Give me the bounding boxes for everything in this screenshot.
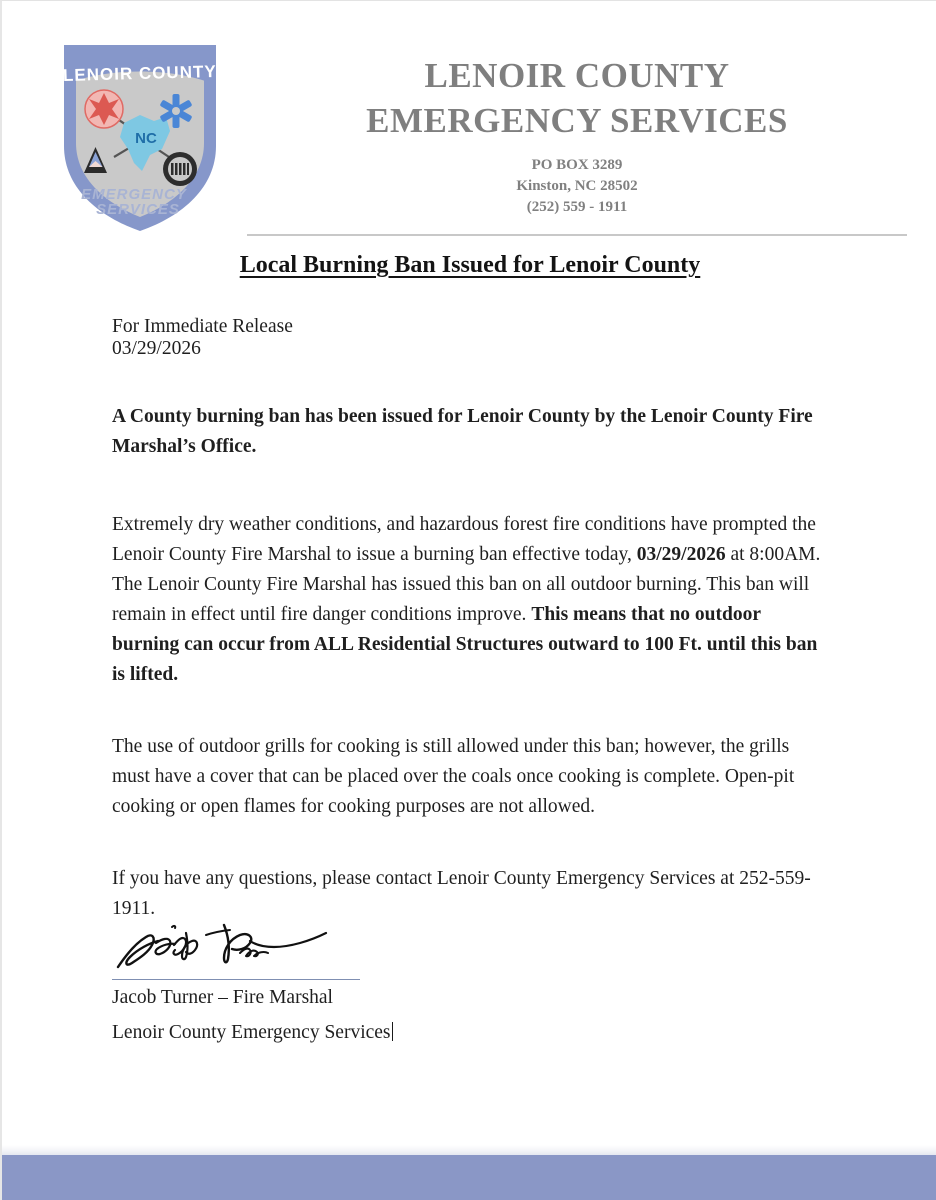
text-cursor (392, 1022, 393, 1041)
address-city-state-zip: Kinston, NC 28502 (516, 178, 638, 194)
paragraph-2: The use of outdoor grills for cooking is still allowed under this ban; however, the grills must have a cover that can be placed over the coals once cooking is complete. Open-pit cooking or open flames for cooking purposes are not allowed. (112, 736, 795, 817)
spacer (112, 822, 828, 864)
handwritten-signature-icon (112, 919, 362, 977)
emergency-services-shield-badge-icon (54, 33, 226, 233)
letterhead-header (2, 1, 936, 241)
header-divider (247, 234, 907, 236)
letterhead-title-block (247, 53, 907, 218)
paragraph-1-part-1: Extremely dry weather conditions, and hazardous forest fire conditions have prompted the Lenoir County Fire Marshal to issue a burning ban effective today, (112, 514, 816, 565)
release-date: 03/29/2026 (112, 338, 201, 359)
svg-text:LENOIR COUNTY: LENOIR COUNTY (62, 61, 217, 86)
signer-organization-row (112, 1015, 512, 1050)
paragraph-1-bold-date: 03/29/2026 (636, 544, 726, 565)
address-po-box: PO BOX 3289 (531, 157, 623, 173)
release-label: For Immediate Release (112, 316, 293, 337)
signature-block (112, 919, 512, 1050)
page-title (112, 252, 828, 279)
footer-fade (2, 1145, 936, 1155)
svg-text:EMERGENCY: EMERGENCY (81, 186, 187, 203)
phone-number: (252) 559 - 1911 (526, 199, 628, 215)
signer-organization: Lenoir County Emergency Services (112, 1022, 391, 1043)
spacer (112, 462, 828, 510)
signer-name-and-title: Jacob Turner – Fire Marshal (112, 987, 333, 1008)
paragraph-1 (112, 510, 828, 690)
svg-text:NC: NC (135, 130, 157, 147)
paragraph-3: If you have any questions, please contact Lenoir County Emergency Services at 252-559-1911. (112, 868, 811, 919)
page-title-text: Local Burning Ban Issued for Lenoir County (239, 252, 701, 278)
letterhead-address (247, 155, 907, 218)
paragraph-1-part-2: at 8:00AM. The Lenoir County Fire Marshal has issued this ban on all outdoor burning. This ban will remain in effect until fire danger conditions improve. (112, 544, 821, 625)
document-body (112, 316, 828, 924)
org-name-line-2: EMERGENCY SERVICES (366, 101, 788, 140)
footer-color-band (2, 1155, 936, 1200)
spacer (112, 360, 828, 402)
lede-paragraph: A County burning ban has been issued for Lenoir County by the Lenoir County Fire Marshal’s Office. (112, 406, 813, 457)
svg-text:SERVICES: SERVICES (96, 201, 180, 218)
org-name-line-1: LENOIR COUNTY (424, 56, 730, 95)
spacer (112, 690, 828, 732)
paragraph-1-bold-emphasis: This means that no outdoor burning can occur from ALL Residential Structures outward to 100 Ft. until this ban is lifted. (112, 604, 818, 685)
